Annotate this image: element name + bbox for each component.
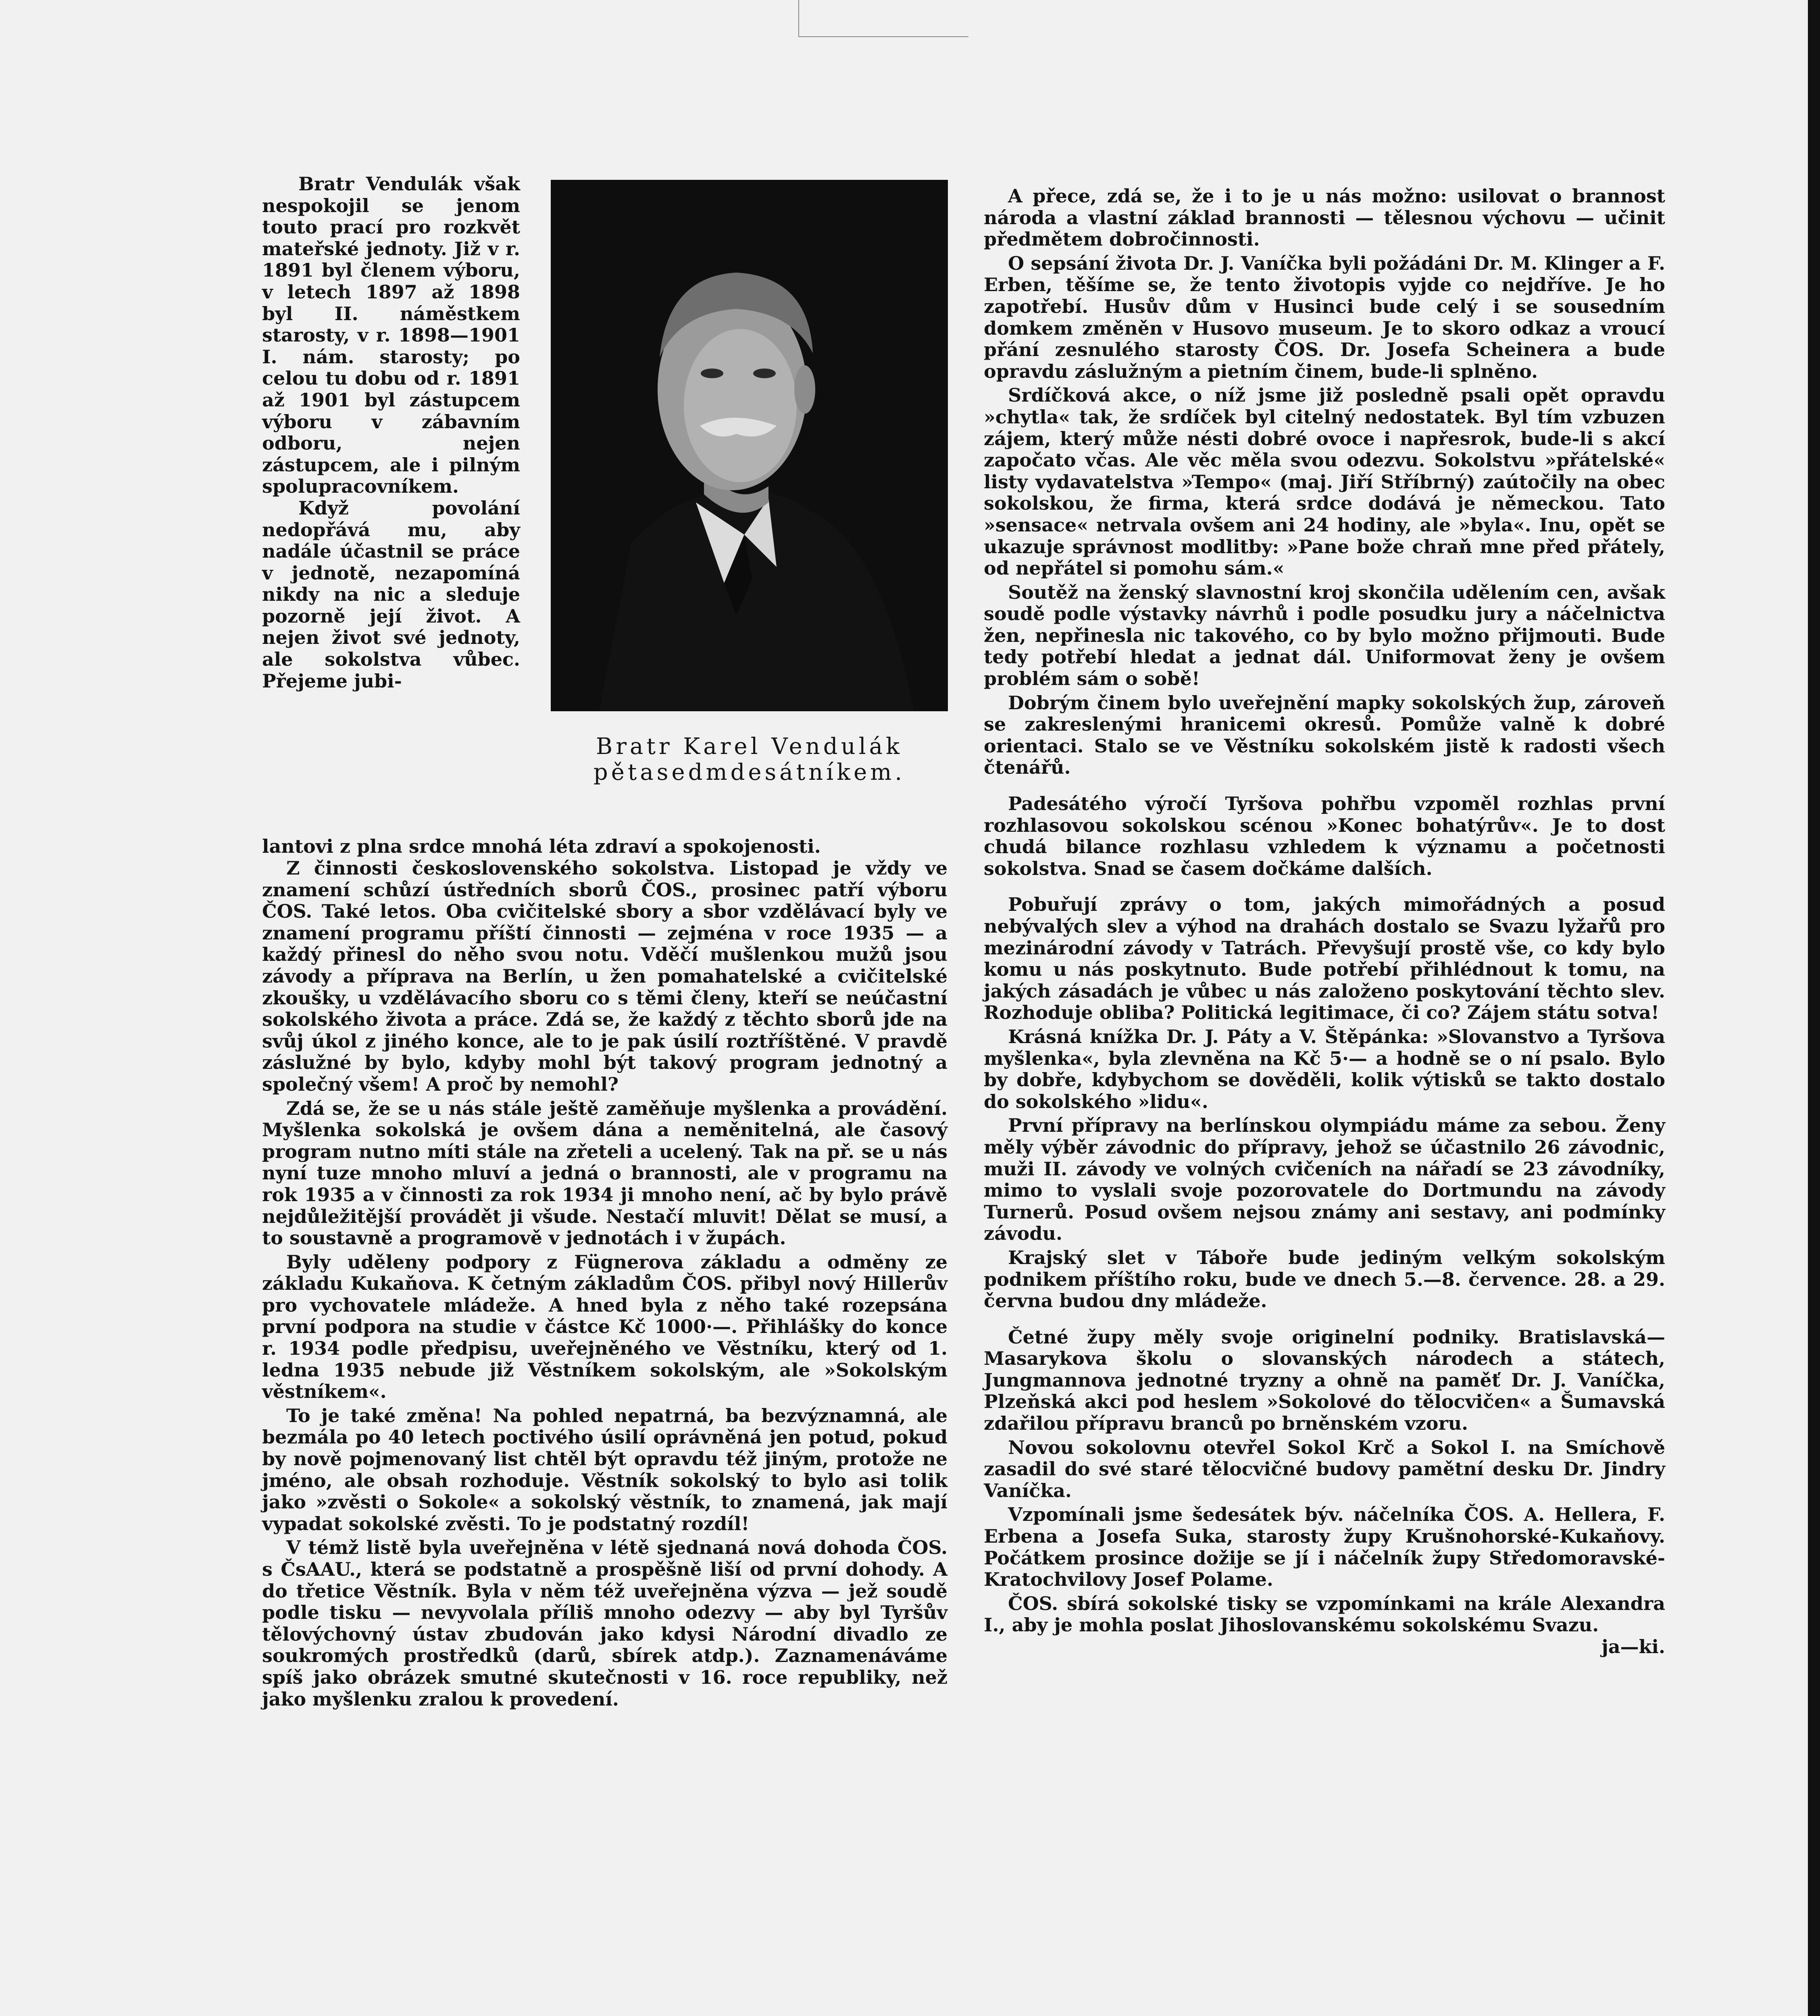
scan-border-right <box>1808 0 1820 2016</box>
right-column <box>984 185 1665 1658</box>
right-paragraph-3: Srdíčková akce, o níž jsme již posledně psali opět opravdu »chytla« tak, že srdíček byl citelný nedostatek. Byl tím vzbuzen zájem, který může nésti dobré ovoce i napřesrok, bude-li s akcí započato včas. Ale věc měla svou odezvu. Sokolstvu »přátelské« listy vydavatelstva »Tempo« (maj. Jiří Stříbrný) zaútočily na obec sokolskou, že firma, která srdce dodává je německou. Tato »sensace« netrvala ovšem ani 24 hodiny, ale »byla«. Inu, opět se ukazuje správnost modlitby: »Pane bože chraň mne před přátely, od nepřátel si pomohu sám.« <box>984 384 1665 579</box>
left-column <box>262 858 947 1712</box>
right-paragraph-13: Vzpomínali jsme šedesátek býv. náčelníka ČOS. A. Hellera, F. Erbena a Josefa Suka, starosty župy Krušnohorské-Kukaňovy. Počátkem prosince dožije se jí i náčelník župy Středomoravské-Kratochvilovy Josef Polame. <box>984 1504 1665 1591</box>
intro-paragraph-2-end: lantovi z plna srdce mnohá léta zdraví a spokojenosti. <box>262 835 821 857</box>
left-paragraph-1: Z činnosti československého sokolstva. Listopad je vždy ve znamení schůzí ústředních sborů ČOS., prosinec patří výboru ČOS. Také letos. Oba cvičitelské sbory a sbor vzdělávací byly ve znamení programu příští činnosti — zejména v roce 1935 — a každý přinesl do něho svou notu. Vděčí mušlenkou mužů jsou závody a příprava na Berlín, u žen pomahatelské a cvičitelské zkoušky, u vzdělávacího sboru co s těmi členy, kteří se neúčastní sokolského života a práce. Zdá se, že každý z těchto sborů jde na svůj úkol z jiného konce, ale to je pak úsilí roztříštěné. V pravdě záslužné by bylo, kdyby mohl být takový program jednotný a společný všem! A proč by nemohl? <box>262 857 947 1095</box>
right-paragraph-14-text: ČOS. sbírá sokolské tisky se vzpomínkami na krále Alexandra I., aby je mohla poslat Jihoslovanskému sokolskému Svazu. <box>984 1592 1665 1636</box>
left-paragraph-2: Zdá se, že se u nás stále ještě zaměňuje myšlenka a provádění. Myšlenka sokolská je ovšem dána a neměnitelná, ale časový program nutno míti stále na zřeteli a ucelený. Tak na př. se u nás nyní tuze mnoho mluví a jedná o brannosti, ale v programu na rok 1935 a v činnosti za rok 1934 ji mnoho není, ač by bylo právě nejdůležitější provádět ji všude. Nestačí mluvit! Dělat se musí, a to soustavně a programově v jednotách i v župách. <box>262 1097 947 1249</box>
right-paragraph-7: Pobuřují zprávy o tom, jakých mimořádných a posud nebývalých slev a výhod na drahách dostalo se Svazu lyžařů pro mezinárodní závody v Tatrách. Převyšují prostě vše, co kdy bylo komu u nás poskytnuto. Bude potřebí přihlédnout k tomu, na jakých zásadách je vůbec u nás založeno poskytování těchto slev. Rozhoduje obliba? Politická legitimace, či co? Zájem státu sotva! <box>984 893 1665 1024</box>
right-paragraph-10: Krajský slet v Táboře bude jediným velkým sokolským podnikem příštího roku, bude ve dnech 5.—8. července. 28. a 29. června budou dny mládeže. <box>984 1246 1665 1312</box>
left-paragraph-3: Byly uděleny podpory z Fügnerova základu a odměny ze základu Kukaňova. K četným základům ČOS. přibyl nový Hillerův pro vychovatele mládeže. A hned byla z něho také rozepsána první podpora na studie v částce Kč 1000·—. Přihlášky do konce r. 1934 podle předpisu, uveřejněného ve Věstníku, který od 1. ledna 1935 nebude již Věstníkem sokolským, ale »Sokolským věstníkem«. <box>262 1251 947 1403</box>
wrapped-intro-text <box>262 173 520 692</box>
right-paragraph-12: Novou sokolovnu otevřel Sokol Krč a Sokol I. na Smíchově zasadil do své staré tělocvičné budovy pamětní desku Dr. Jindry Vaníčka. <box>984 1436 1665 1502</box>
caption-line-1: Bratr Karel Vendulák <box>596 733 903 760</box>
right-paragraph-4: Soutěž na ženský slavnostní kroj skončila udělením cen, avšak soudě podle výstavky návrhů i podle posudku jury a náčelnictva žen, nepřinesla nic takového, co by bylo možno přijmouti. Bude tedy potřebí hledat a jednat dál. Uniformovat ženy je ovšem problém sám o sobě! <box>984 581 1665 690</box>
caption-line-2: pětasedmdesátníkem. <box>593 759 906 785</box>
right-paragraph-1: A přece, zdá se, že i to je u nás možno: usilovat o brannost národa a vlastní základ brannosti — tělesnou výchovu — učinit předmětem dobročinnosti. <box>984 185 1665 250</box>
photo-caption <box>551 734 948 785</box>
article-signature: ja—ki. <box>1601 1636 1665 1658</box>
portrait-photo <box>551 180 948 711</box>
left-paragraph-5: V témž listě byla uveřejněna v létě sjednaná nová dohoda ČOS. s ČsAAU., která se podstatně a prospěšně liší od první dohody. A do třetice Věstník. Byla v něm též uveřejněna výzva — jež soudě podle tisku — nevyvolala příliš mnoho odezvy — aby byl Tyršův tělovýchovný ústav zbudován jako kdysi Národní divadlo ze soukromých prostředků (darů, sbírek atdp.). Zaznamenáváme spíš jako obrázek smutné skutečnosti v 16. roce republiky, než jako myšlenku zralou k provedení. <box>262 1537 947 1710</box>
right-paragraph-2: O sepsání života Dr. J. Vaníčka byli požádáni Dr. M. Klinger a F. Erben, těšíme se, že tento životopis vyjde co nejdříve. Je ho zapotřebí. Husův dům v Husinci bude celý i se sousedním domkem změněn v Husovo museum. Je to skoro odkaz a vroucí přání zesnulého starosty ČOS. Dr. Josefa Scheinera a bude opravdu záslužným a pietním činem, bude-li splněno. <box>984 252 1665 382</box>
page-edge-mark <box>798 0 968 37</box>
right-paragraph-14 <box>984 1592 1665 1658</box>
intro-paragraph-2: Když povolání nedopřává mu, aby nadále účastnil se práce v jednotě, nezapomíná nikdy na nic a sleduje pozorně její život. A nejen život své jednoty, ale sokolstva vůbec. Přejeme jubi- <box>262 497 520 692</box>
right-paragraph-11: Četné župy měly svoje originelní podniky. Bratislavská—Masarykova školu o slovanských národech a státech, Jungmannova jednotné tryzny a ohně na paměť Dr. J. Vaníčka, Plzeňská akci pod heslem »Sokolové do tělocvičen« a Šumavská zdařilou přípravu branců po brněnském vzoru. <box>984 1326 1665 1435</box>
intro-paragraph-1: Bratr Vendulák však nespokojil se jenom touto prací pro rozkvět mateřské jednoty. Již v r. 1891 byl členem výboru, v letech 1897 až 1898 byl II. náměstkem starosty, v r. 1898—1901 I. nám. starosty; po celou tu dobu od r. 1891 až 1901 byl zástupcem výboru v zábavním odboru, nejen zástupcem, ale i pilným spolupracovníkem. <box>262 173 520 498</box>
left-paragraph-4: To je také změna! Na pohled nepatrná, ba bezvýznamná, ale bezmála po 40 letech poctivého úsilí oprávněná jen potud, pokud by nově pojmenovaný list chtěl být opravdu též jiným, protože ne jméno, ale obsah rozhoduje. Věstník sokolský to bylo asi tolik jako »zvěsti o Sokole« a sokolský věstník, to znamená, jak mají vypadat sokolské zvěsti. To je podstatný rozdíl! <box>262 1404 947 1535</box>
right-paragraph-9: První přípravy na berlínskou olympiádu máme za sebou. Ženy měly výběr závodnic do přípravy, jehož se účastnilo 26 závodnic, muži II. závody ve volných cvičeních na nářadí se 23 závodníky, mimo to vyslali svoje pozorovatele do Dortmundu na závody Turnerů. Posud ovšem nejsou známy ani sestavy, ani podmínky závodu. <box>984 1114 1665 1245</box>
right-paragraph-6: Padesátého výročí Tyršova pohřbu vzpoměl rozhlas první rozhlasovou sokolskou scénou »Konec bohatýrův«. Je to dost chudá bilance rozhlasu vzhledem k významu a početnosti sokolstva. Snad se časem dočkáme dalších. <box>984 793 1665 879</box>
right-paragraph-8: Krásná knížka Dr. J. Páty a V. Štěpánka: »Slovanstvo a Tyršova myšlenka«, byla zlevněna na Kč 5·— a hodně se o ní psalo. Bylo by dobře, kdybychom se dověděli, kolik výtisků se takto dostalo do sokolského »lidu«. <box>984 1025 1665 1112</box>
right-paragraph-5: Dobrým činem bylo uveřejnění mapky sokolských žup, zároveň se zakreslenými hranicemi okresů. Pomůže valně k dobré orientaci. Stalo se ve Věstníku sokolském jistě k radosti všech čtenářů. <box>984 691 1665 779</box>
